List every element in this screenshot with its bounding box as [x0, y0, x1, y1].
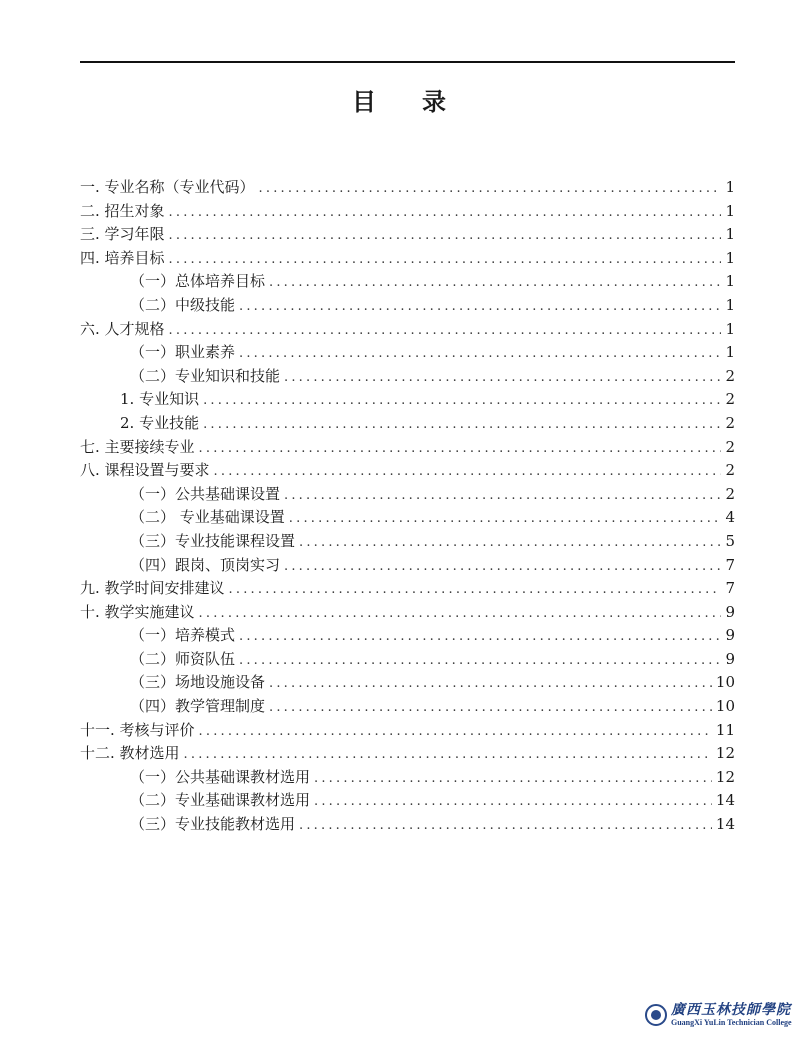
toc-entry-label: （三）专业技能课程设置 [130, 531, 296, 550]
toc-entry-page: 1 [725, 343, 735, 362]
dot-leader [299, 814, 712, 838]
title-char: 录 [422, 87, 448, 116]
dot-leader [199, 437, 721, 461]
toc-entry-label: 一. 专业名称（专业代码） [80, 178, 255, 196]
toc-entry-page: 1 [725, 225, 735, 244]
dot-leader [239, 649, 721, 673]
toc-entry-page: 12 [715, 744, 735, 763]
dot-leader [184, 743, 712, 767]
toc-entry-page: 2 [725, 461, 735, 480]
toc-entry-page: 7 [725, 579, 735, 598]
toc-entry-page: 7 [725, 555, 735, 574]
toc-entry-label: （一）公共基础课设置 [130, 484, 281, 503]
dot-leader [314, 790, 712, 814]
toc-entry-page: 1 [725, 178, 735, 196]
toc-entry-label: （一）总体培养目标 [130, 272, 266, 291]
toc-entry-label: （二） 专业基础课设置 [130, 508, 285, 527]
dot-leader [229, 578, 721, 602]
toc-entry-label: （一）职业素养 [130, 343, 236, 362]
header-rule [80, 61, 735, 63]
title-char: 目 [352, 87, 378, 116]
toc-entry-page: 2 [725, 366, 735, 385]
toc-entry-page: 9 [725, 649, 735, 668]
toc-entry[interactable] [80, 742, 735, 766]
toc-entry[interactable] [80, 318, 735, 342]
toc-entry-page: 2 [725, 484, 735, 503]
dot-leader [214, 460, 721, 484]
toc-entry[interactable] [80, 412, 735, 436]
toc-entry[interactable] [80, 294, 735, 318]
dot-leader [169, 319, 721, 343]
dot-leader [314, 767, 712, 791]
toc-entry[interactable] [80, 695, 735, 719]
dot-leader [203, 413, 721, 437]
toc-entry-page: 1 [725, 201, 735, 220]
toc-entry-page: 1 [725, 319, 735, 338]
toc-entry[interactable] [80, 365, 735, 389]
toc-entry-label: 四. 培养目标 [80, 248, 165, 267]
toc-entry-label: 二. 招生对象 [80, 201, 165, 220]
dot-leader [199, 602, 721, 626]
toc-entry[interactable] [80, 648, 735, 672]
toc-entry[interactable] [80, 813, 735, 837]
toc-entry-label: 十. 教学实施建议 [80, 602, 195, 621]
dot-leader [239, 295, 721, 319]
dot-leader [269, 672, 712, 696]
dot-leader [284, 555, 721, 579]
toc-entry-label: （二）专业知识和技能 [130, 366, 281, 385]
toc-entry-page: 10 [715, 673, 735, 692]
dot-leader [199, 720, 712, 744]
toc-entry[interactable] [80, 247, 735, 271]
toc-entry-page: 9 [725, 602, 735, 621]
toc-entry-label: （四）跟岗、顶岗实习 [130, 555, 281, 574]
dot-leader [284, 366, 721, 390]
toc-entry[interactable] [80, 200, 735, 224]
logo-name-en: GuangXi YuLin Technician College [671, 1018, 792, 1027]
dot-leader [269, 696, 712, 720]
toc-entry-label: （一）公共基础课教材选用 [130, 767, 311, 786]
toc-entry-page: 14 [715, 815, 735, 834]
dot-leader [169, 248, 721, 272]
toc-entry-page: 1 [725, 248, 735, 267]
toc-entry-label: （二）专业基础课教材选用 [130, 791, 311, 810]
dot-leader [203, 389, 721, 413]
college-emblem-icon [645, 1004, 667, 1026]
toc-entry-label: 三. 学习年限 [80, 225, 165, 244]
toc-entry[interactable] [80, 483, 735, 507]
toc-entry-label: （四）教学管理制度 [130, 697, 266, 716]
dot-leader [239, 342, 721, 366]
table-of-contents [80, 176, 735, 837]
toc-entry-label: 八. 课程设置与要求 [80, 461, 210, 480]
toc-entry[interactable] [80, 530, 735, 554]
toc-entry[interactable] [80, 719, 735, 743]
toc-entry-label: 七. 主要接续专业 [80, 437, 195, 456]
toc-entry-label: 2. 专业技能 [120, 413, 200, 432]
toc-entry-page: 1 [725, 272, 735, 291]
toc-entry-page: 10 [715, 697, 735, 716]
toc-entry-page: 5 [725, 531, 735, 550]
page-title [0, 82, 800, 117]
toc-entry[interactable] [80, 176, 735, 200]
toc-entry-page: 4 [725, 508, 735, 527]
toc-entry[interactable] [80, 341, 735, 365]
toc-entry-label: 十二. 教材选用 [80, 744, 180, 763]
toc-entry[interactable] [80, 436, 735, 460]
toc-entry[interactable] [80, 789, 735, 813]
toc-entry[interactable] [80, 624, 735, 648]
dot-leader [284, 484, 721, 508]
toc-entry[interactable] [80, 671, 735, 695]
toc-entry-page: 1 [725, 295, 735, 314]
dot-leader [259, 177, 721, 201]
toc-entry[interactable] [80, 459, 735, 483]
toc-entry[interactable] [80, 601, 735, 625]
toc-entry-page: 2 [725, 437, 735, 456]
toc-entry[interactable] [80, 270, 735, 294]
toc-entry-label: 十一. 考核与评价 [80, 720, 195, 739]
toc-entry[interactable] [80, 766, 735, 790]
toc-entry-label: 六. 人才规格 [80, 319, 165, 338]
toc-entry-label: 九. 教学时间安排建议 [80, 579, 225, 598]
toc-entry-label: （三）专业技能教材选用 [130, 815, 296, 834]
dot-leader [289, 507, 721, 531]
toc-entry-page: 11 [715, 720, 735, 739]
toc-entry-label: （二）中级技能 [130, 295, 236, 314]
dot-leader [169, 224, 721, 248]
dot-leader [269, 271, 721, 295]
dot-leader [169, 201, 721, 225]
toc-entry-page: 12 [715, 767, 735, 786]
toc-entry-page: 2 [725, 413, 735, 432]
toc-entry-page: 2 [725, 390, 735, 409]
toc-entry[interactable] [80, 506, 735, 530]
toc-entry-label: （二）师资队伍 [130, 649, 236, 668]
toc-entry-label: （一）培养模式 [130, 626, 236, 645]
toc-entry[interactable] [80, 223, 735, 247]
college-logo [645, 1002, 792, 1028]
toc-entry-page: 9 [725, 626, 735, 645]
toc-entry[interactable] [80, 577, 735, 601]
logo-name-cn: 廣西玉林技師學院 [671, 1002, 791, 1018]
toc-entry-label: 1. 专业知识 [120, 390, 200, 409]
toc-entry-page: 14 [715, 791, 735, 810]
toc-entry[interactable] [80, 388, 735, 412]
dot-leader [299, 531, 721, 555]
toc-entry-label: （三）场地设施设备 [130, 673, 266, 692]
toc-entry[interactable] [80, 554, 735, 578]
dot-leader [239, 625, 721, 649]
